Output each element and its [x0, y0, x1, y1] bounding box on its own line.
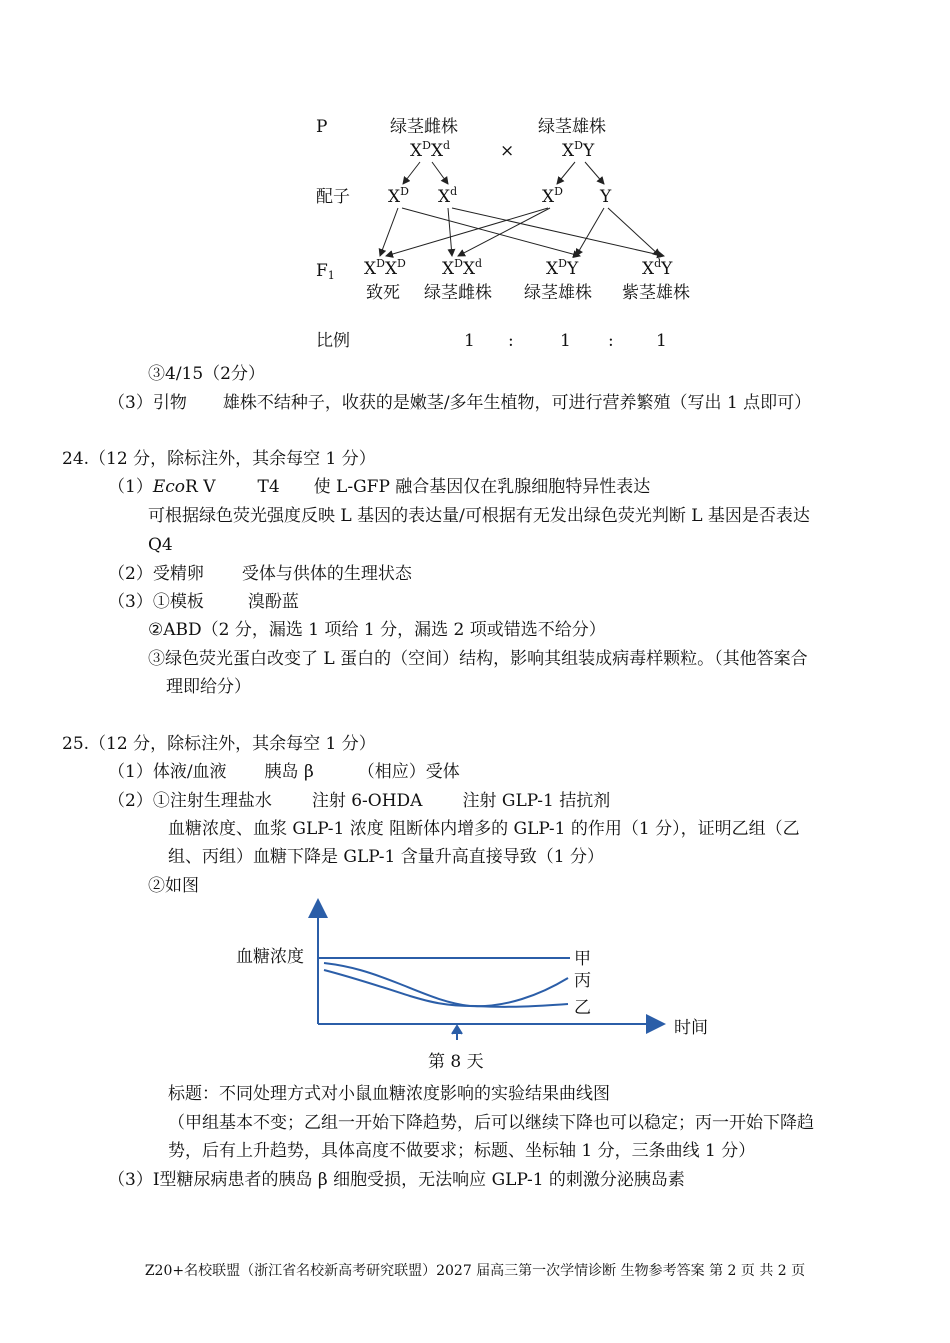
q24-3-answer-3: ③绿色荧光蛋白改变了 L 蛋白的（空间）结构，影响其组装成病毒样颗粒。（其他答案合: [148, 649, 808, 669]
q24-3-answer-3-cont: 理即给分）: [166, 677, 251, 697]
q24-3-answer: （3）①模板 溴酚蓝: [108, 592, 299, 612]
ratio-separator: :: [608, 331, 614, 351]
q24-1-answer-line2: 可根据绿色荧光强度反映 L 基因的表达量/可根据有无发出绿色荧光判断 L 基因是否表达: [148, 506, 810, 526]
gamete-label: 配子: [316, 187, 350, 207]
ratio-separator: :: [508, 331, 514, 351]
chart-x-label: 时间: [674, 1018, 708, 1038]
day-8-marker-arrow: [452, 1026, 462, 1040]
q25-2-answer-line3: 组、丙组）血糖下降是 GLP-1 含量升高直接导致（1 分）: [168, 847, 604, 867]
q24-2-answer: （2）受精卵 受体与供体的生理状态: [108, 564, 412, 584]
parent-female-genotype: $X^DX^d$: [410, 139, 451, 161]
q24-3-answer-2: ②ABD（2 分，漏选 1 项给 1 分，漏选 2 项或错选不给分）: [148, 620, 606, 640]
gamete-female-2: $X^d$: [438, 185, 458, 207]
q25-2-answer-figure-ref: ②如图: [148, 876, 199, 896]
ratio-value: 1: [560, 331, 571, 351]
p-label: P: [316, 117, 328, 137]
day-8-label: 第 8 天: [428, 1052, 484, 1072]
q25-3-answer: （3）Ⅰ型糖尿病患者的胰岛 β 细胞受损，无法响应 GLP-1 的刺激分泌胰岛素: [108, 1170, 685, 1190]
series-bing-line: [324, 963, 568, 1006]
q23-3-sub3: ③4/15（2分）: [148, 364, 265, 384]
series-label-yi: 乙: [574, 998, 591, 1018]
f1-genotype-4: $X^dY$: [642, 257, 673, 279]
q23-3-answer: （3）引物 雄株不结种子，收获的是嫩茎/多年生植物，可进行营养繁殖（写出 1 点即可）: [108, 393, 812, 413]
q25-chart-note: （甲组基本不变；乙组一开始下降趋势，后可以继续下降也可以稳定；丙一开始下降趋: [168, 1113, 814, 1133]
q25-chart-note-cont: 势，后有上升趋势，具体高度不做要求；标题、坐标轴 1 分，三条曲线 1 分）: [168, 1141, 756, 1161]
q25-heading: 25.（12 分，除标注外，其余每空 1 分）: [62, 734, 376, 754]
gamete-female-1: $X^D$: [388, 185, 409, 207]
parent-female-phenotype: 绿茎雌株: [390, 117, 458, 137]
cross-symbol: ×: [500, 141, 515, 161]
gamete-male-1: $X^D$: [542, 185, 563, 207]
q24-1-answer-line3: Q4: [148, 535, 173, 555]
ratio-value: 1: [464, 331, 475, 351]
page-footer: Z20+名校联盟（浙江省名校新高考研究联盟）2027 届高三第一次学情诊断 生物参考答案 第 2 页 共 2 页: [144, 1263, 806, 1279]
ratio-label: 比例: [316, 331, 350, 351]
series-label-jia: 甲: [574, 949, 591, 969]
q25-1-answer: （1）体液/血液 胰岛 β （相应）受体: [108, 762, 460, 782]
q25-2-answer: （2）①注射生理盐水 注射 6-OHDA 注射 GLP-1 拮抗剂: [108, 791, 611, 811]
parent-male-phenotype: 绿茎雄株: [538, 117, 606, 137]
gamete-male-2: Y: [600, 187, 612, 207]
f1-label: $F_1$: [316, 261, 335, 282]
f1-phenotype-2: 绿茎雌株: [424, 283, 492, 303]
chart-y-label: 血糖浓度: [236, 947, 304, 967]
f1-genotype-2: $X^DX^d$: [442, 257, 483, 279]
q25-2-answer-line2: 血糖浓度、血浆 GLP-1 浓度 阻断体内增多的 GLP-1 的作用（1 分），证明乙组（乙: [168, 819, 800, 839]
q24-1-answer: （1）EcoR Ⅴ T4 使 L-GFP 融合基因仅在乳腺细胞特异性表达: [108, 477, 651, 497]
f1-phenotype-4: 紫茎雄株: [622, 283, 690, 303]
f1-genotype-3: $X^DY$: [546, 257, 579, 279]
q24-heading: 24.（12 分，除标注外，其余每空 1 分）: [62, 449, 376, 469]
ratio-value: 1: [656, 331, 667, 351]
f1-phenotype-1: 致死: [366, 283, 400, 303]
q25-chart-title: 标题：不同处理方式对小鼠血糖浓度影响的实验结果曲线图: [168, 1084, 610, 1104]
f1-phenotype-3: 绿茎雄株: [524, 283, 592, 303]
series-label-bing: 丙: [574, 971, 591, 991]
f1-genotype-1: $X^DX^D$: [364, 257, 406, 279]
parent-male-genotype: $X^DY$: [562, 139, 595, 161]
